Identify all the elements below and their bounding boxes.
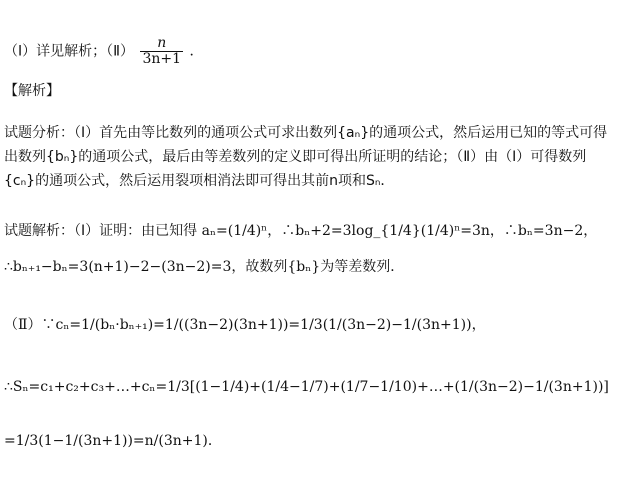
solution-line-1-text: 试题解析：（Ⅰ）证明：由已知得 — [4, 223, 198, 239]
solution-heading: 【解析】 — [4, 83, 60, 99]
analysis-line-1: 试题分析：（Ⅰ）首先由等比数列的通项公式可求出数列{aₙ}的通项公式，然后运用已知的等式可得 — [4, 125, 608, 141]
solution-line-1-formula: aₙ=(1/4)ⁿ，∴bₙ+2=3log_{1/4}(1/4)ⁿ=3n，∴bₙ=3n−2， — [201, 223, 598, 239]
solution-line-2: ∴bₙ₊₁−bₙ=3(n+1)−2−(3n−2)=3，故数列{bₙ}为等差数列． — [4, 259, 405, 275]
answer-frac-den: 3n+1 — [142, 51, 182, 67]
answer-frac-num: n — [140, 36, 183, 52]
answer-period: ． — [189, 43, 204, 60]
answer-fraction — [140, 36, 183, 67]
answer-text: （Ⅰ）详见解析；（Ⅱ） — [4, 43, 135, 60]
solution-line-1 — [4, 222, 597, 240]
analysis-line-3: {cₙ}的通项公式，然后运用裂项相消法即可得出其前n项和Sₙ． — [4, 173, 395, 189]
solution-line-3: （Ⅱ）∵cₙ=1/(bₙ·bₙ₊₁)=1/((3n−2)(3n+1))=1/3(1/(3n−2)−1/(3n+1))， — [4, 317, 486, 333]
solution-line-5: =1/3(1−1/(3n+1))=n/(3n+1)． — [4, 433, 222, 449]
solution-line-4: ∴Sₙ=c₁+c₂+c₃+…+cₙ=1/3[(1−1/4)+(1/4−1/7)+(1/7−1/10)+…+(1/(3n−2)−1/(3n+1))] — [4, 379, 609, 395]
analysis-line-2: 出数列{bₙ}的通项公式，最后由等差数列的定义即可得出所证明的结论；（Ⅱ）由（Ⅰ）可得数列 — [4, 149, 587, 165]
answer-line — [4, 36, 204, 67]
